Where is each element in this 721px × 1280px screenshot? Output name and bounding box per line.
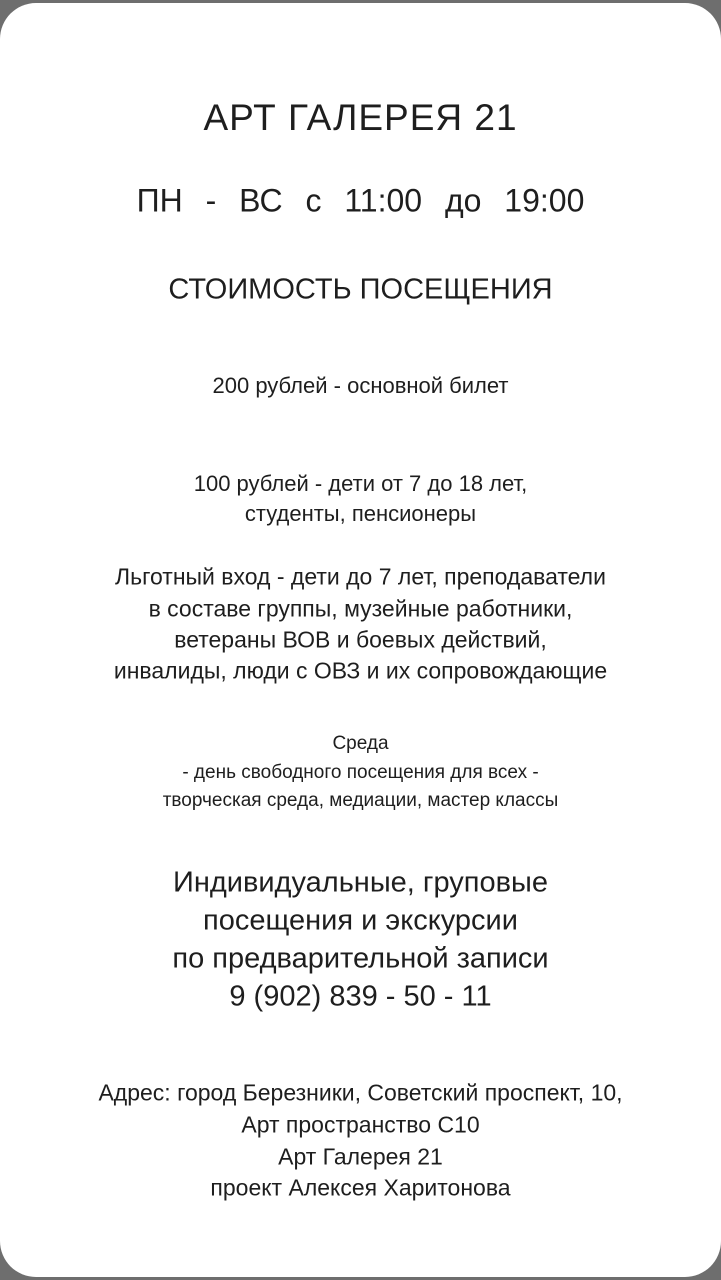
address-line: Адрес: город Березники, Советский проспект, 10, — [98, 1079, 623, 1106]
free-entry-line: ветераны ВОВ и боевых действий, — [174, 626, 547, 653]
booking-line: посещения и экскурсии — [203, 904, 518, 937]
free-entry-line: инвалиды, люди с ОВЗ и их сопровождающие — [113, 657, 608, 684]
booking-line: по предварительной записи — [172, 942, 549, 975]
info-card — [0, 3, 721, 1277]
wednesday-line: Среда — [332, 733, 389, 754]
price-heading: СТОИМОСТЬ ПОСЕЩЕНИЯ — [168, 273, 553, 306]
price-main: 200 рублей - основной билет — [212, 373, 509, 398]
booking-line: Индивидуальные, груповые — [172, 866, 549, 899]
free-entry-line: Льготный вход - дети до 7 лет, преподаватели — [115, 563, 606, 590]
opening-hours: ПН - ВС с 11:00 до 19:00 — [136, 182, 585, 219]
address-line: Арт пространство С10 — [241, 1111, 480, 1138]
phone-number: 9 (902) 839 - 50 - 11 — [229, 980, 492, 1013]
wednesday-line: творческая среда, медиации, мастер классы — [162, 790, 559, 811]
address-line: Арт Галерея 21 — [278, 1143, 443, 1170]
price-reduced-line: 100 рублей - дети от 7 до 18 лет, — [193, 471, 528, 496]
address-line: проект Алексея Харитонова — [210, 1174, 511, 1201]
free-entry-line: в составе группы, музейные работники, — [148, 595, 573, 622]
price-reduced-line: студенты, пенсионеры — [244, 501, 477, 526]
wednesday-line: - день свободного посещения для всех - — [182, 762, 539, 783]
gallery-title: АРТ ГАЛЕРЕЯ 21 — [203, 97, 518, 138]
